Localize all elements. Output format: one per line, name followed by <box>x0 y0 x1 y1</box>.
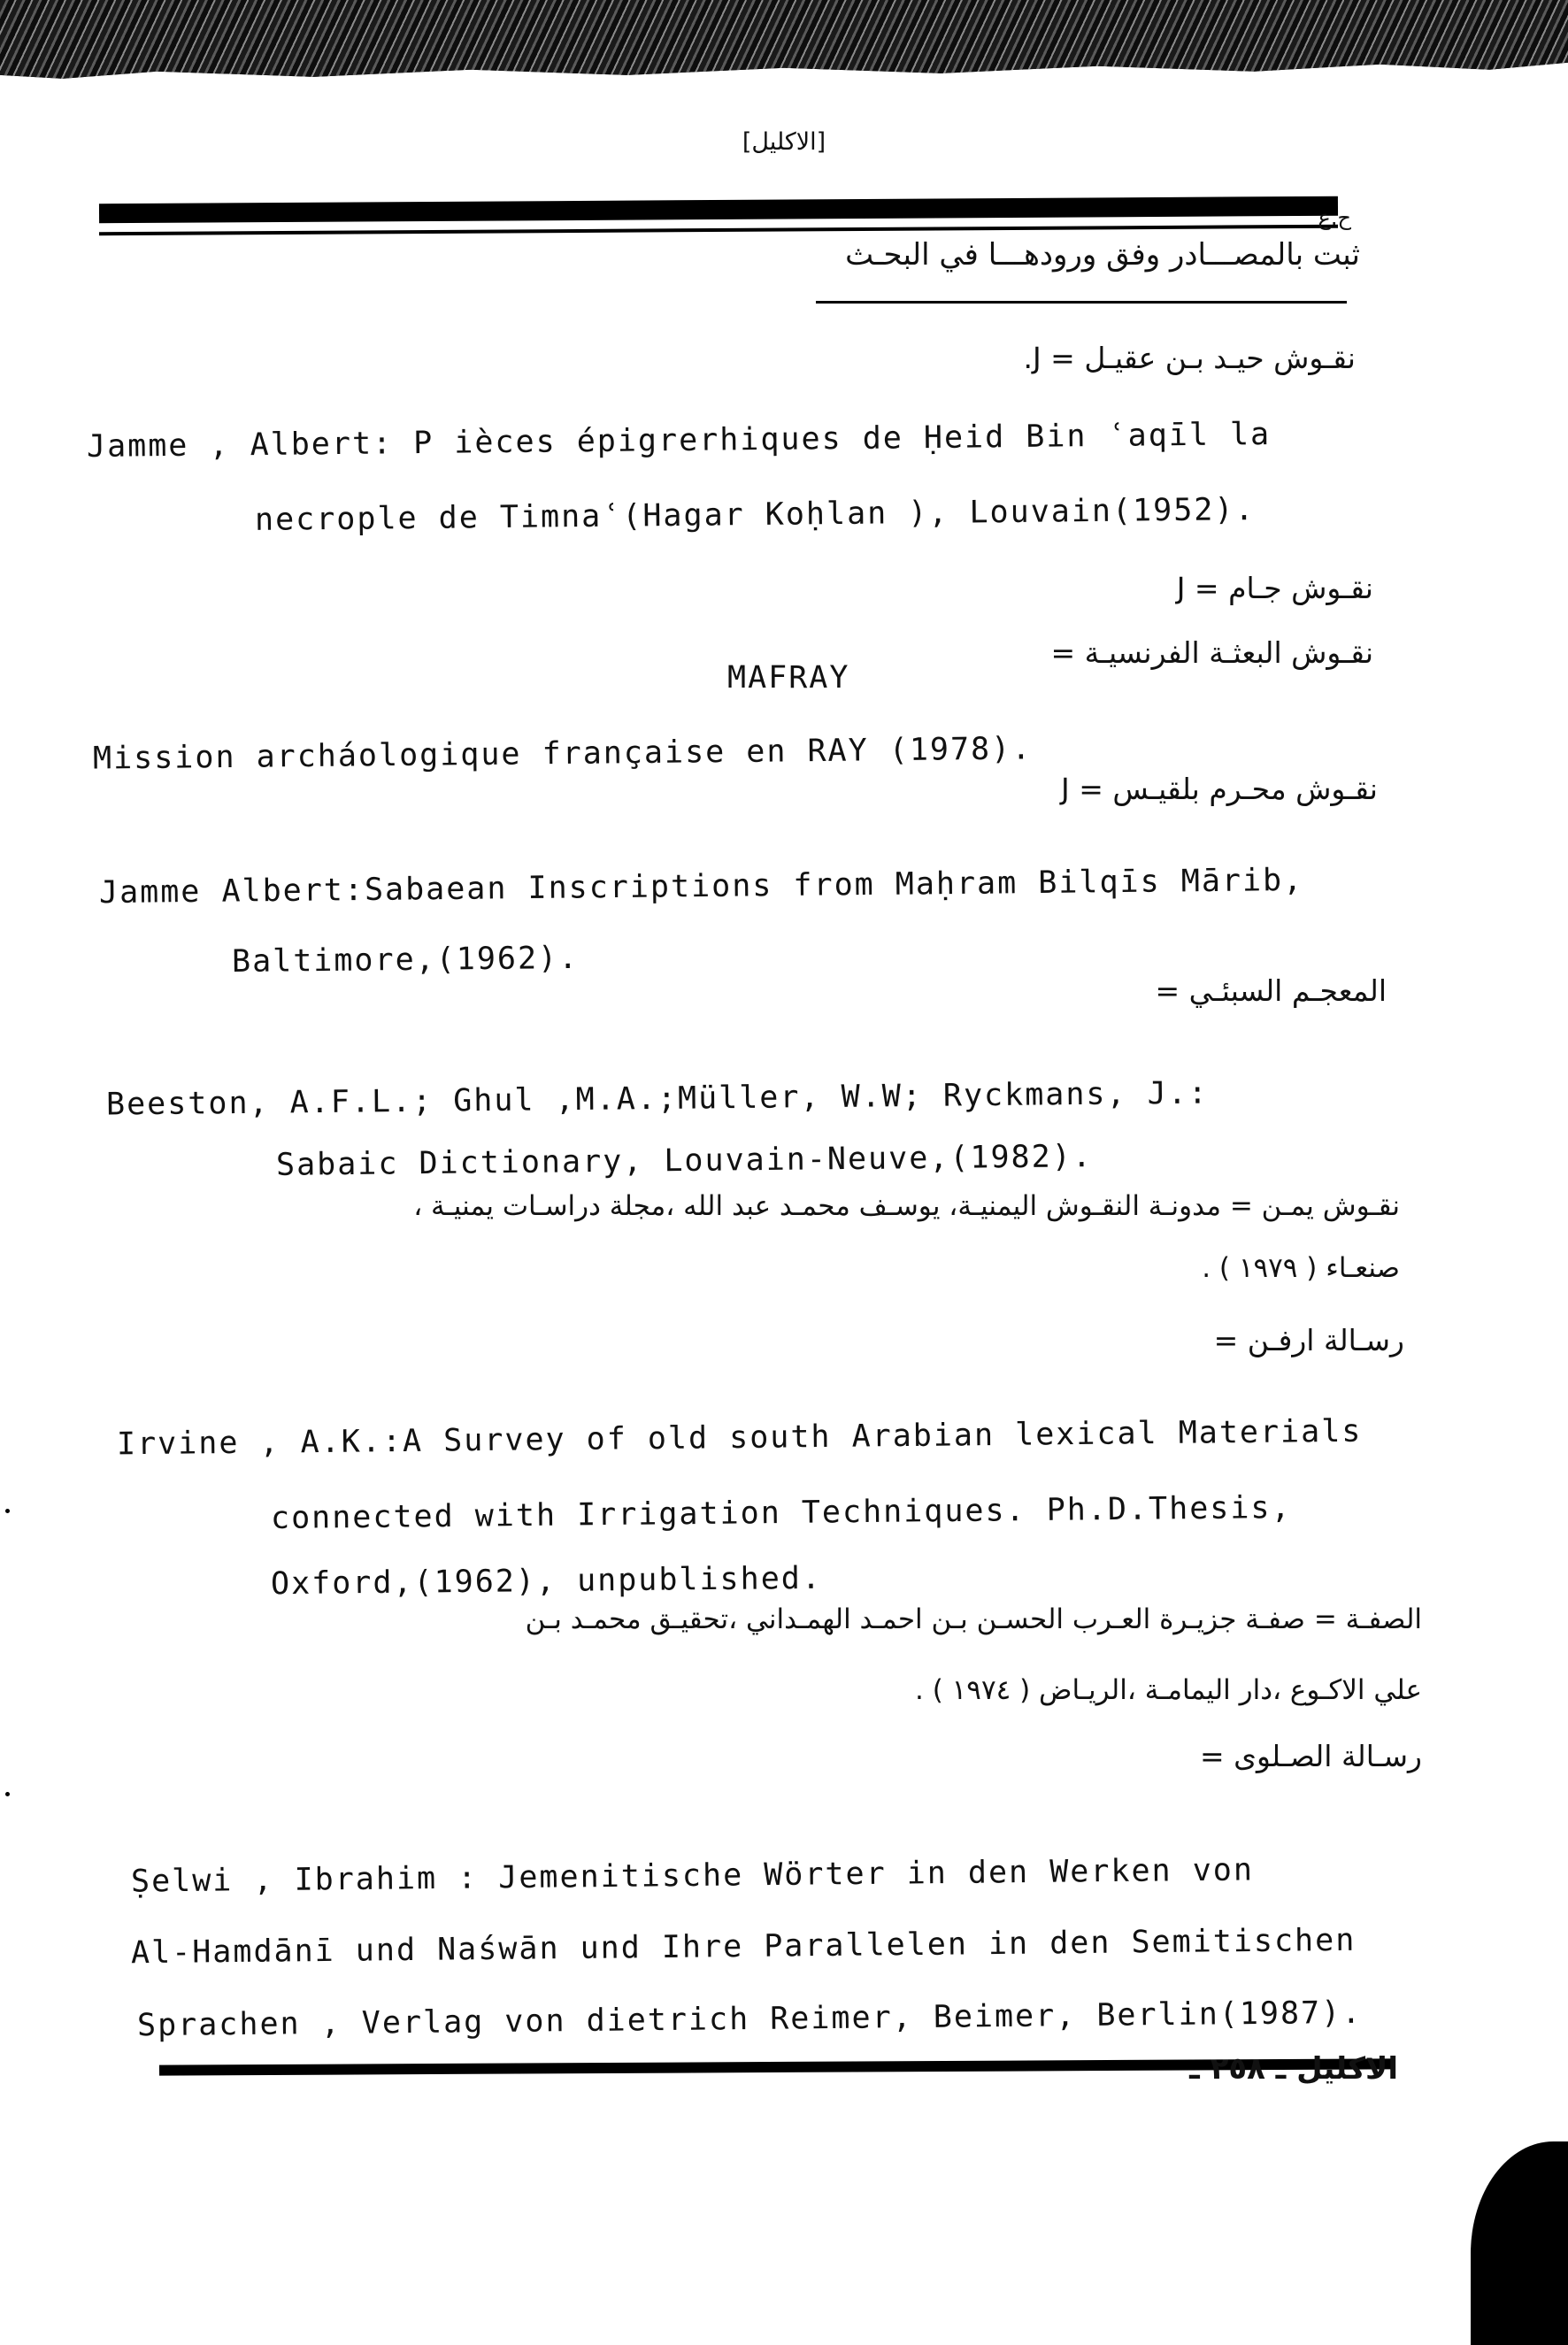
entry-abbreviation: نقـوش يمـن = مدونـة النقـوش اليمنيـة، يوسـف محمـد عبد الله ،مجلة دراسـات يمنيـة ، <box>413 1190 1400 1222</box>
entry-abbreviation: نقـوش البعثـة الفرنسيـة = <box>1050 635 1373 670</box>
entry-abbreviation: نقـوش حيـد بـن عقيـل = J. <box>1023 341 1356 375</box>
citation-line: Sabaic Dictionary, Louvain-Neuve,(1982). <box>275 1139 1094 1183</box>
citation-line: Ṣelwi , Ibrahim : Jemenitische Wörter in den Werken von <box>130 1852 1255 1900</box>
citation-line: Al-Hamdānī und Naśwān und Ihre Parallelen in den Semitischen <box>130 1922 1357 1972</box>
entry-abbreviation: نقـوش جـام = J <box>1176 571 1373 605</box>
citation-line: Baltimore,(1962). <box>231 940 580 980</box>
header-rule-thin <box>99 225 1338 236</box>
entry-continuation: صنعـاء ( ١٩٧٩ ) . <box>1202 1252 1400 1284</box>
siglum: MAFRAY <box>727 660 850 696</box>
entry-abbreviation: الصفـة = صفـة جزيـرة العـرب الحسـن بـن احمـد الهمـداني ،تحقيـق محمـد بـن <box>525 1603 1422 1635</box>
entry-abbreviation: نقـوش محـرم بلقيـس = J <box>1060 772 1378 806</box>
scan-dot <box>5 1792 10 1796</box>
citation-line: Oxford,(1962), unpublished. <box>270 1560 823 1603</box>
entry-abbreviation: المعجـم السبئـي = <box>1155 973 1387 1008</box>
scan-corner-shadow <box>1471 2141 1568 2345</box>
scan-dot <box>5 1509 10 1513</box>
scan-edge-top <box>0 0 1568 89</box>
citation-line: Beeston, A.F.L.; Ghul ,M.A.;Müller, W.W; Ryckmans, J.: <box>105 1075 1210 1123</box>
section-title: ثبت بالمصـــادر وفق ورودهـــا في البحـث <box>845 237 1360 273</box>
citation-line: connected with Irrigation Techniques. Ph.D.Thesis, <box>270 1489 1292 1537</box>
citation-line: Jamme Albert:Sabaean Inscriptions from Maḥram Bilqīs Mārib, <box>98 862 1304 911</box>
page-number: الاكليل ـ ٢٥٨ ـ <box>1189 2051 1398 2087</box>
citation-line: necrople de Timnaʿ(Hagar Koḥlan ), Louvain(1952). <box>254 492 1256 538</box>
corner-note: ح.ع <box>1318 205 1351 230</box>
entry-continuation: علي الاكـوع ،دار اليمامـة ،الريـاض ( ١٩٧٤ ) . <box>914 1674 1422 1706</box>
running-header: [الاكليل] <box>742 128 826 156</box>
citation-line: Irvine , A.K.:A Survey of old south Arabian lexical Materials <box>116 1413 1363 1463</box>
entry-abbreviation: رسـالة الصـلوى = <box>1200 1739 1422 1773</box>
entry-abbreviation: رسـالة ارفـن = <box>1213 1323 1404 1357</box>
citation-line: Mission archáologique française en RAY (1978). <box>92 731 1033 777</box>
citation-line: Jamme , Albert: P ièces épigrerhiques de Ḥeid Bin ʿaqīl la <box>86 416 1272 465</box>
section-title-underline <box>816 301 1347 304</box>
header-rule <box>99 196 1338 224</box>
citation-line: Sprachen , Verlag von dietrich Reimer, Beimer, Berlin(1987). <box>136 1995 1363 2044</box>
